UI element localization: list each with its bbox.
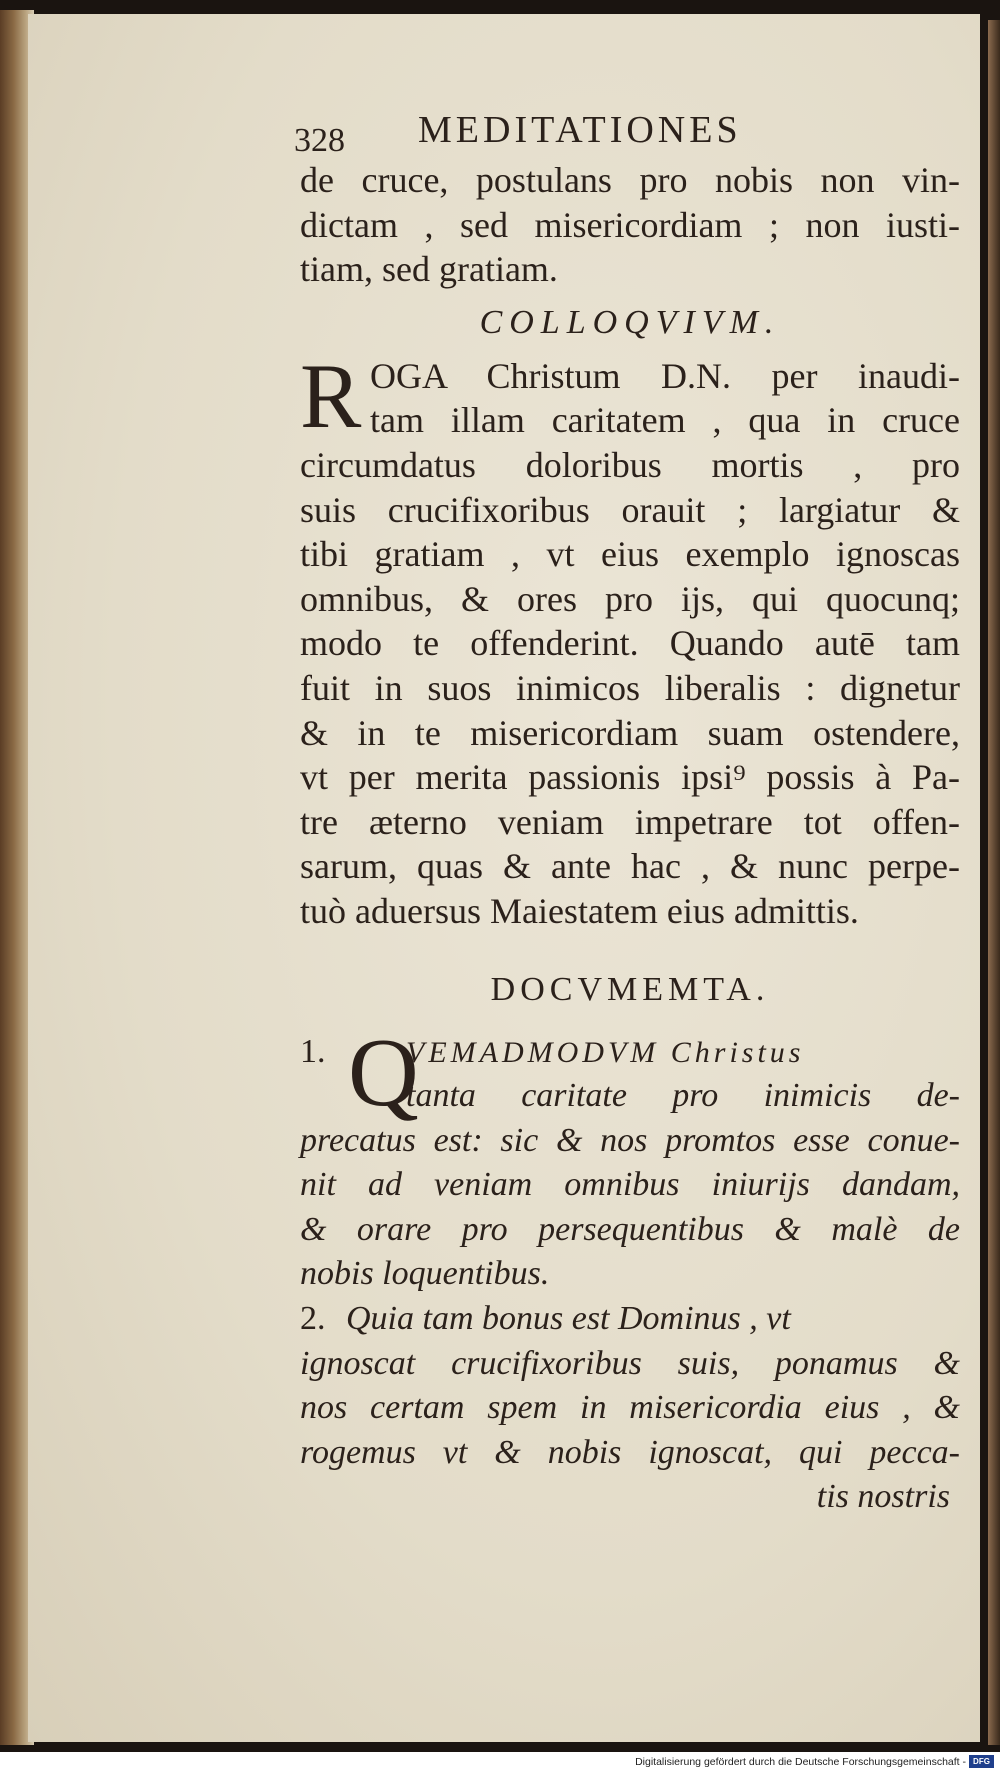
documenta-heading: DOCVMEMTA. [490,970,770,1008]
text-line: OGA Christum D.N. per inaudi- [370,355,960,396]
text-line: nobis loquentibus. [300,1255,550,1293]
text-line: ignoscat crucifixoribus suis, ponamus & [300,1344,960,1382]
text-line: nos certam spem in misericordia eius , & [300,1389,960,1427]
item-number: 2. [300,1300,326,1338]
text-line: sarum, quas & ante hac , & nunc perpe- [300,846,960,887]
digitization-credit: Digitalisierung gefördert durch die Deutsche Forschungsgemeinschaft - [635,1756,966,1768]
documentum-2 [300,1297,960,1520]
page-edge [988,20,1000,1745]
text-line: tiam, sed gratiam. [300,249,558,290]
text-line: nit ad veniam omnibus iniurijs dandam, [300,1166,960,1204]
text-line: precatus est: sic & nos promtos esse conue- [300,1121,960,1159]
text-line: de cruce, postulans pro nobis non vin- [300,160,960,200]
item-number: 1. [300,1032,326,1070]
text-line: & orare pro persequentibus & malè de [300,1210,960,1248]
dfg-logo: DFG [969,1755,994,1768]
text-line: suis crucifixoribus orauit ; largiatur & [300,489,960,530]
text-line: tam illam caritatem , qua in cruce [370,400,960,441]
opening-paragraph [300,158,960,292]
text-line: modo te offenderint. Quando autē tam [300,623,960,664]
text-line: tuò aduersus Maiestatem eius admittis. [300,890,859,931]
drop-capital: Q [348,1018,419,1127]
text-line: circumdatus doloribus mortis , pro [300,444,960,485]
text-line: tibi gratiam , vt eius exemplo ignoscas [300,534,960,575]
text-span: Quia tam bonus est Dominus , vt [346,1300,791,1338]
text-line: dictam , sed misericordiam ; non iusti- [300,204,960,245]
page-header [294,100,960,159]
catchword: tis nostris [816,1478,950,1516]
text-line: omnibus, & ores pro ijs, qui quocunq; [300,578,960,619]
text-line: fuit in suos inimicos liberalis : dignetur [300,667,960,708]
text-line: tre æterno veniam impetrare tot offen- [300,801,960,842]
text-line: tanta caritate pro inimicis de- [406,1077,960,1115]
text-line [300,1297,960,1342]
text-line: vt per merita passionis ipsi⁹ possis à Pa- [300,757,960,798]
text-line: rogemus vt & nobis ignoscat, qui pecca- [300,1433,960,1471]
colloquium-paragraph [300,344,960,934]
running-title: MEDITATIONES [418,109,742,151]
documentum-1 [300,1018,960,1298]
colloquium-heading: COLLOQVIVM. [479,303,781,341]
text-line: & in te misericordiam suam ostendere, [300,712,960,753]
drop-capital: R [300,344,362,447]
page-number: 328 [294,122,345,159]
text-block [294,100,960,1520]
small-caps-opening: VEMADMODVM Christus [406,1035,805,1069]
